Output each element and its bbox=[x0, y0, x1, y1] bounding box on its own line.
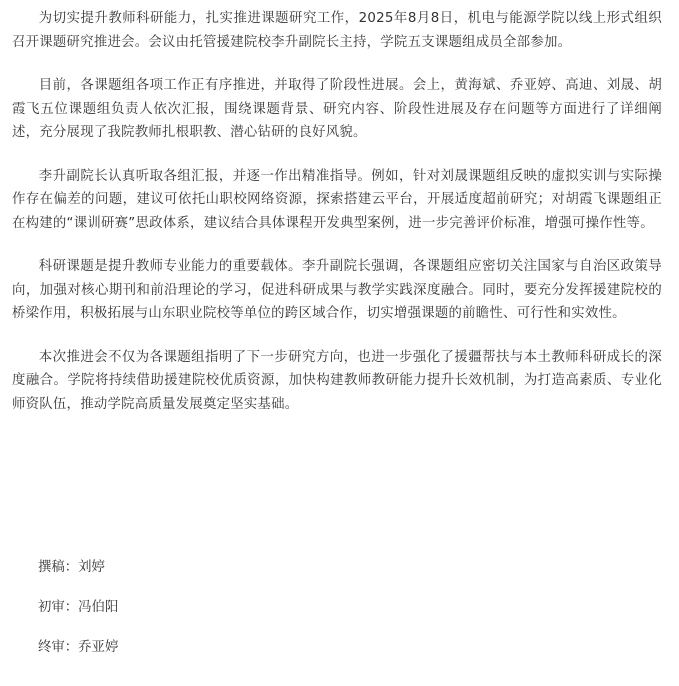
credits-block bbox=[38, 558, 118, 678]
credit-first-review-label: 初审： bbox=[38, 600, 79, 615]
credit-first-review bbox=[38, 598, 118, 618]
paragraph-guidance: 李升副院长认真听取各组汇报，并逐一作出精准指导。例如，针对刘晟课题组反映的虚拟实训与实际操作存在偏差的问题，建议可依托山职校网络资源，探索搭建云平台，开展适度超前研究；对胡霞飞课题组正在构建的“课训研赛”思政体系，建议结合具体课程开发典型案例，进一步完善评价标准，增强可操作性等。 bbox=[12, 168, 662, 231]
credit-final-review-name: 乔亚婷 bbox=[78, 640, 119, 655]
credit-final-review-label: 终审： bbox=[38, 640, 79, 655]
credit-first-review-name: 冯伯阳 bbox=[78, 600, 119, 615]
article-body bbox=[12, 7, 662, 436]
credit-writer-label: 撰稿： bbox=[38, 560, 79, 575]
paragraph-conclusion: 本次推进会不仅为各课题组指明了下一步研究方向，也进一步强化了援疆帮扶与本土教师科研成长的深度融合。学院将持续借助援建院校优质资源，加快构建教师教研能力提升长效机制，为打造高素质、专业化师资队伍，推动学院高质量发展奠定坚实基础。 bbox=[12, 349, 662, 412]
paragraph-intro: 为切实提升教师科研能力，扎实推进课题研究工作，2025年8月8日，机电与能源学院以线上形式组织召开课题研究推进会。会议由托管援建院校李升副院长主持，学院五支课题组成员全部参加。 bbox=[12, 11, 662, 50]
paragraph-progress: 目前，各课题组各项工作正有序推进，并取得了阶段性进展。会上，黄海斌、乔亚婷、高迪、刘晟、胡霞飞五位课题组负责人依次汇报，围绕课题背景、研究内容、阶段性进展及存在问题等方面进行了详细阐述，充分展现了我院教师扎根职教、潜心钻研的良好风貌。 bbox=[12, 78, 662, 140]
paragraph-emphasis: 科研课题是提升教师专业能力的重要载体。李升副院长强调，各课题组应密切关注国家与自治区政策导向，加强对核心期刊和前沿理论的学习，促进科研成果与教学实践深度融合。同时，要充分发挥援建院校的桥梁作用，积极拓展与山东职业院校等单位的跨区域合作，切实增强课题的前瞻性、可行性和实效性。 bbox=[12, 259, 662, 321]
credit-writer bbox=[38, 558, 118, 578]
credit-writer-name: 刘婷 bbox=[78, 560, 105, 575]
credit-final-review bbox=[38, 638, 118, 658]
